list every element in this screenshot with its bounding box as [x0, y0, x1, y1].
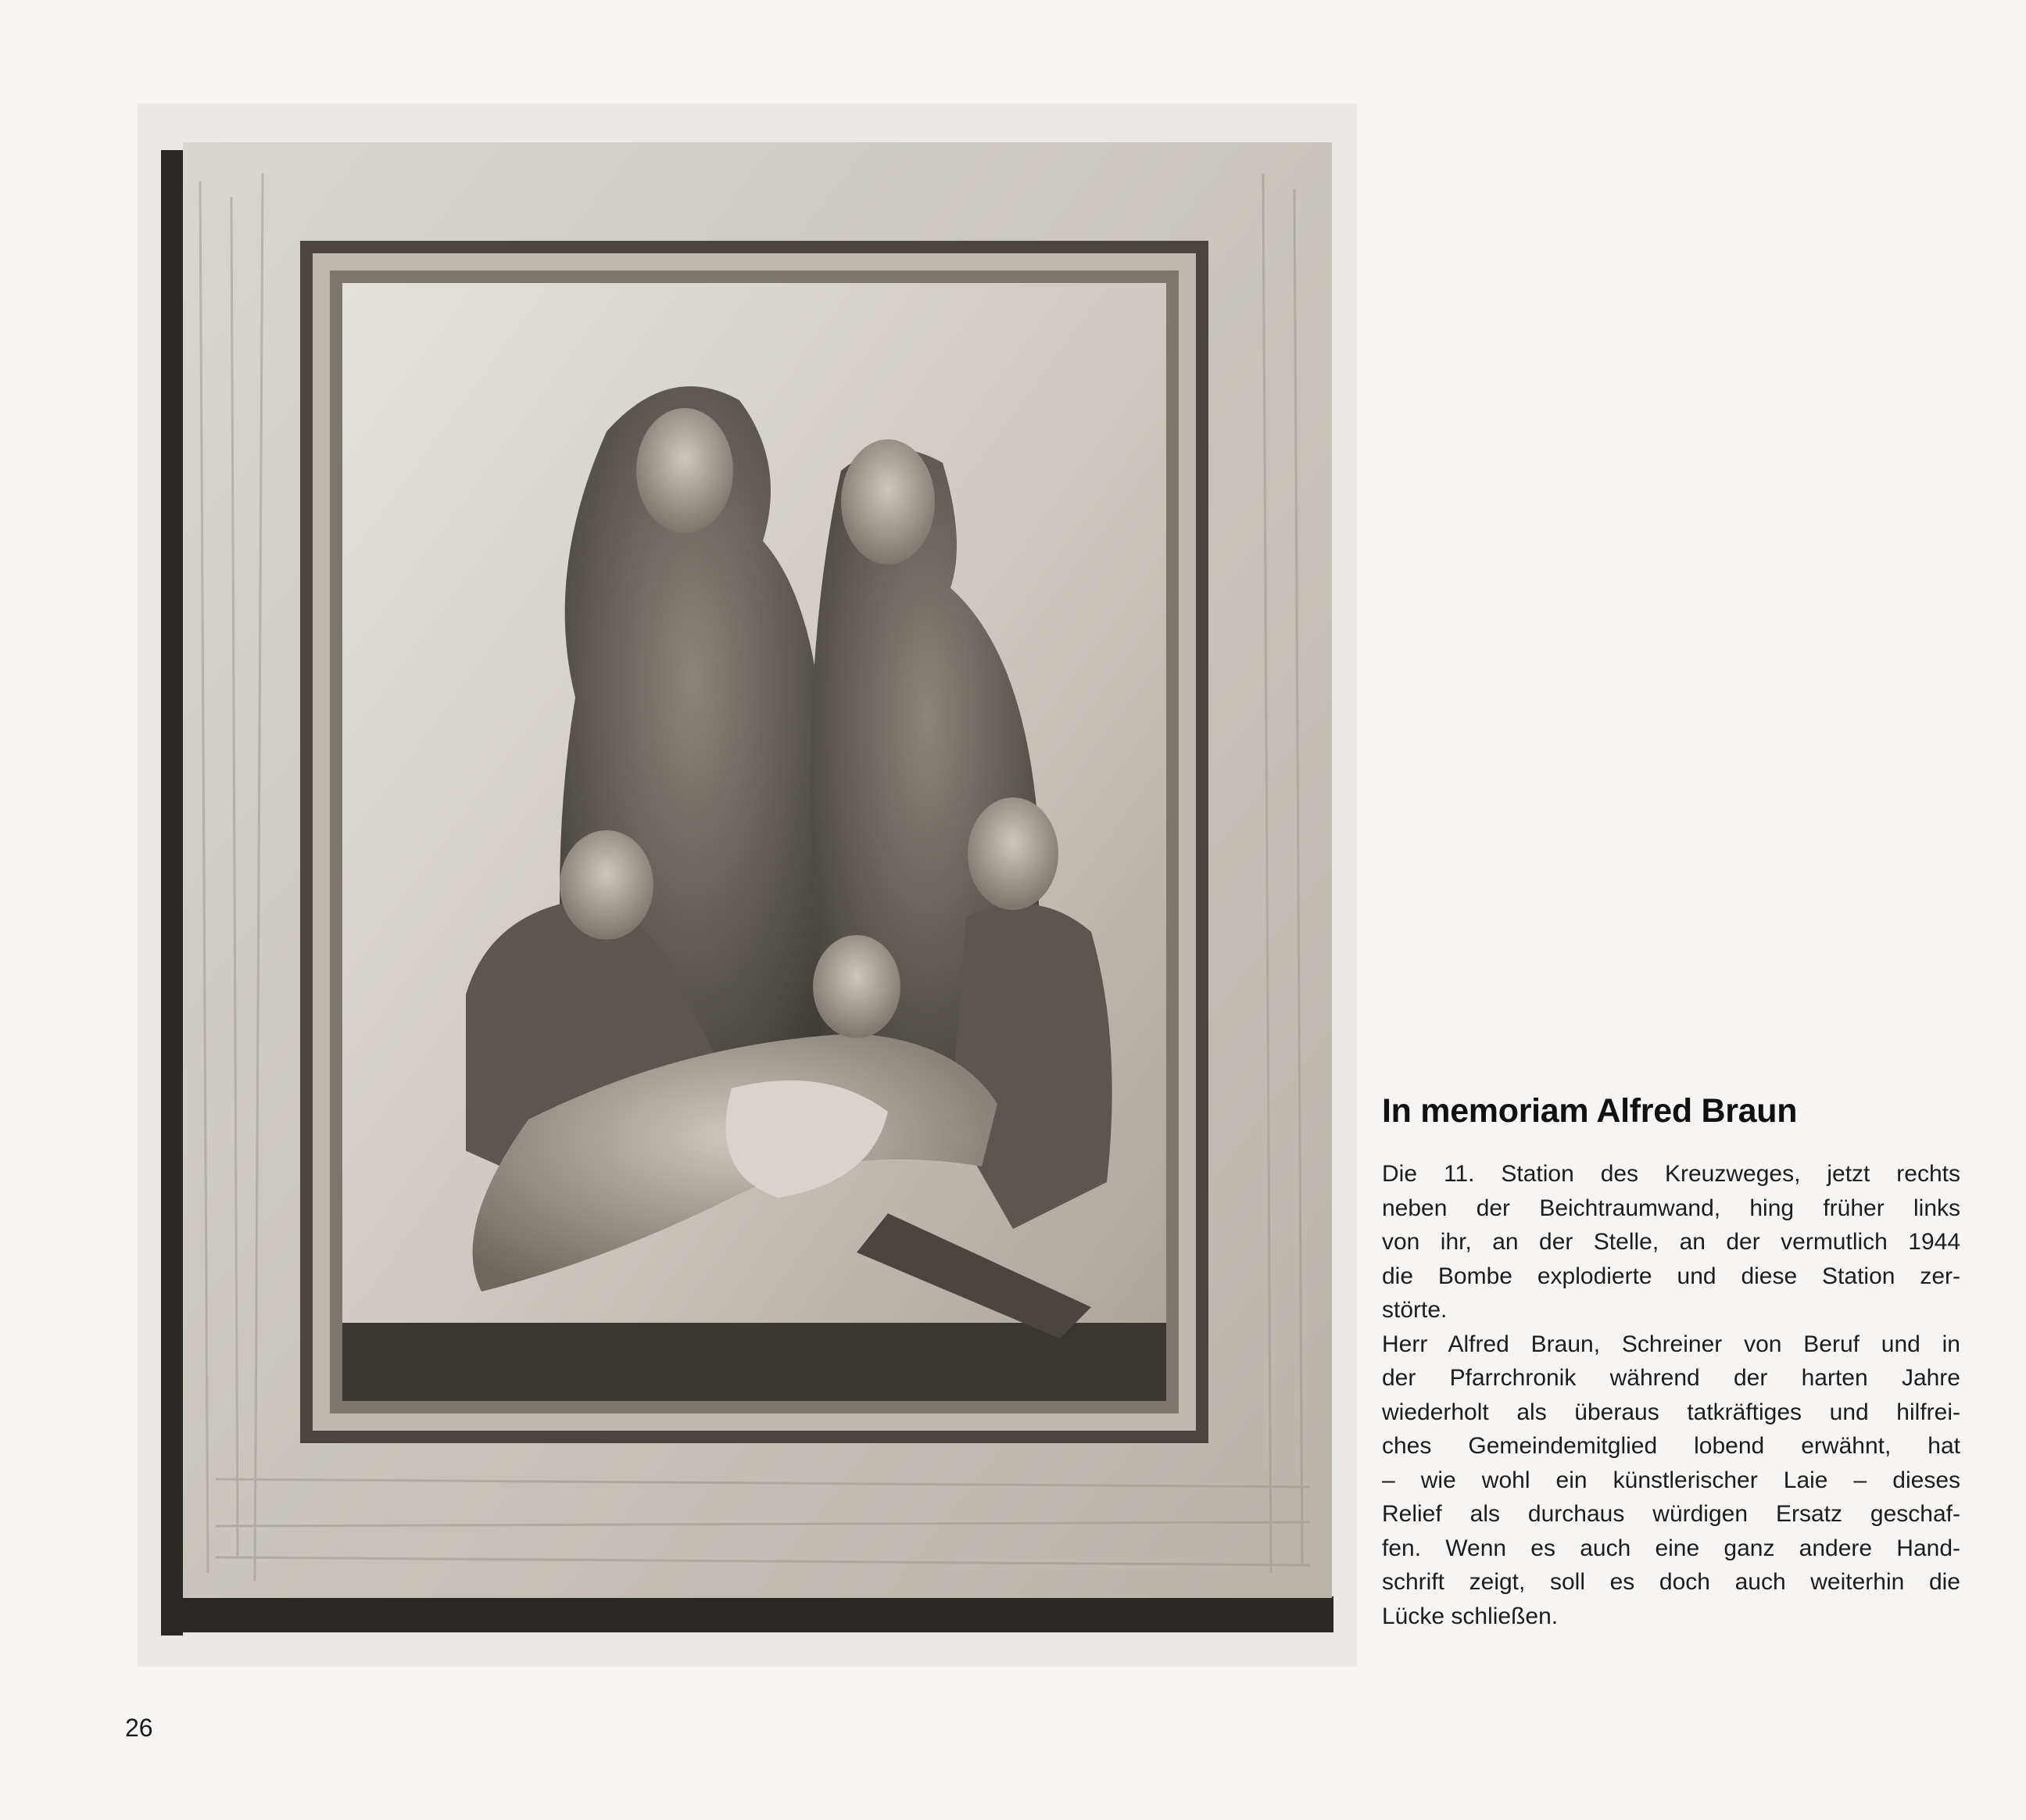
article-line: ches Gemeindemitglied lobend erwähnt, hat [1382, 1433, 1960, 1459]
article-line: der Pfarrchronik während der harten Jahre [1382, 1365, 1960, 1391]
article-line: fen. Wenn es auch eine ganz andere Hand- [1382, 1535, 1960, 1561]
article-line: die Bombe explodierte und diese Station zer- [1382, 1263, 1960, 1289]
article-line: von ihr, an der Stelle, an der vermutlich 1944 [1382, 1229, 1960, 1255]
article-line: Herr Alfred Braun, Schreiner von Beruf und in [1382, 1331, 1960, 1357]
article-line: Die 11. Station des Kreuzweges, jetzt rechts [1382, 1161, 1960, 1187]
article-heading: In memoriam Alfred Braun [1382, 1092, 1798, 1130]
article-body [1382, 1157, 1960, 1633]
article-line: – wie wohl ein künstlerischer Laie – dieses [1382, 1467, 1960, 1493]
relief-photo [138, 103, 1357, 1667]
relief-carving-photo-icon [138, 103, 1357, 1667]
article-line: störte. [1382, 1297, 1448, 1323]
article-line: wiederholt als überaus tatkräftiges und hilfrei- [1382, 1399, 1960, 1425]
article-caption [1382, 1088, 1960, 1633]
page-number: 26 [125, 1714, 153, 1742]
article-line: Lücke schließen. [1382, 1603, 1559, 1629]
article-line: neben der Beichtraumwand, hing früher links [1382, 1195, 1960, 1221]
article-line: schrift zeigt, soll es doch auch weiterhin die [1382, 1569, 1960, 1595]
article-line: Relief als durchaus würdigen Ersatz geschaf- [1382, 1501, 1960, 1527]
